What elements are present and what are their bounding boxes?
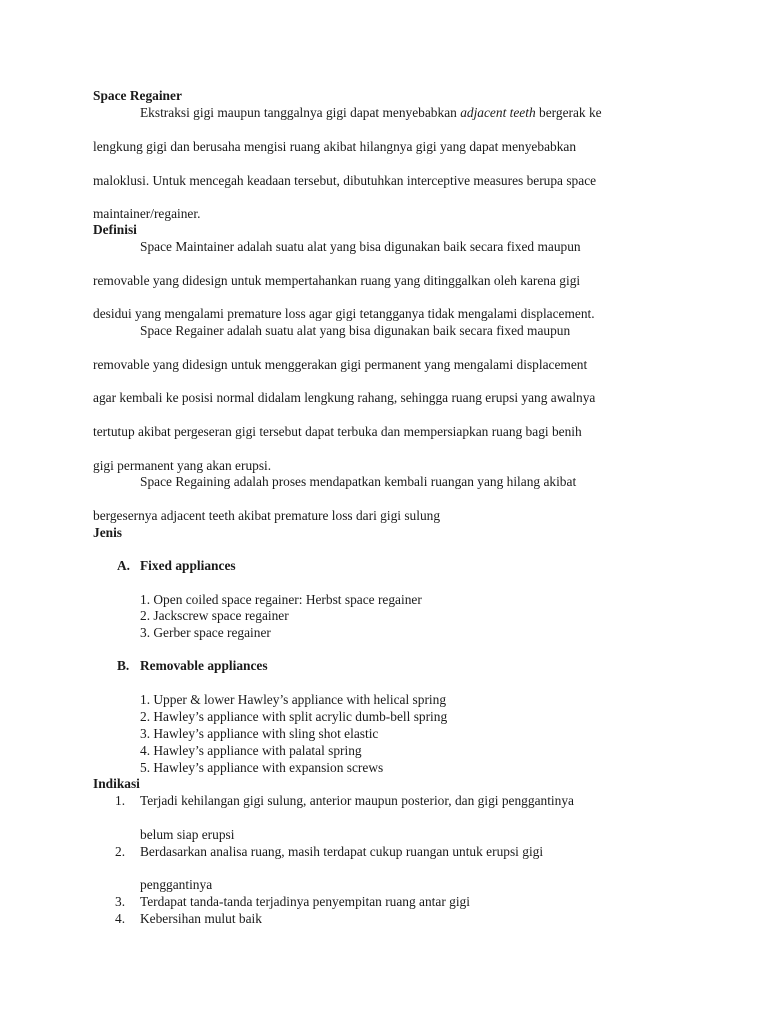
maintainer-line-3: desidui yang mengalami premature loss agar gigi tetangganya tidak mengalami displacement. [93, 306, 595, 321]
intro-line-1-end: bergerak ke [535, 105, 602, 120]
definisi-heading: Definisi [93, 222, 137, 237]
fixed-marker: A. [117, 558, 131, 573]
indikasi-number: 1. [115, 793, 126, 808]
indikasi-number: 3. [115, 894, 126, 909]
removable-item: 4. Hawley’s appliance with palatal spring [140, 743, 362, 758]
regainer-line-5: gigi permanent yang akan erupsi. [93, 458, 272, 473]
page-title: Space Regainer [93, 88, 182, 103]
fixed-item: 3. Gerber space regainer [140, 625, 271, 640]
intro-line-3: maloklusi. Untuk mencegah keadaan tersebut, dibutuhkan interceptive measures berupa space [93, 173, 597, 188]
removable-item: 5. Hawley’s appliance with expansion screws [140, 760, 384, 775]
regainer-line-1: Space Regainer adalah suatu alat yang bisa digunakan baik secara fixed maupun [140, 323, 571, 338]
indikasi-heading: Indikasi [93, 776, 140, 791]
maintainer-line-1: Space Maintainer adalah suatu alat yang bisa digunakan baik secara fixed maupun [140, 239, 581, 254]
regainer-line-4: tertutup akibat pergeseran gigi tersebut dapat terbuka dan mempersiapkan ruang bagi benih [93, 424, 582, 439]
indikasi-item-line: penggantinya [140, 877, 213, 892]
removable-item: 2. Hawley’s appliance with split acrylic dumb-bell spring [140, 709, 448, 724]
indikasi-item-line: Kebersihan mulut baik [140, 911, 262, 926]
regaining-line-1: Space Regaining adalah proses mendapatkan kembali ruangan yang hilang akibat [140, 474, 577, 489]
fixed-item: 2. Jackscrew space regainer [140, 608, 289, 623]
indikasi-number: 2. [115, 844, 126, 859]
intro-line-1 [140, 105, 602, 121]
fixed-item: 1. Open coiled space regainer: Herbst space regainer [140, 592, 422, 607]
removable-item: 1. Upper & lower Hawley’s appliance with helical spring [140, 692, 447, 707]
regainer-line-3: agar kembali ke posisi normal didalam lengkung rahang, sehingga ruang erupsi yang awalnya [93, 390, 596, 405]
fixed-appliances-heading: Fixed appliances [140, 558, 236, 573]
removable-appliances-heading: Removable appliances [140, 658, 268, 673]
intro-italic-term: adjacent teeth [460, 105, 536, 120]
intro-line-2: lengkung gigi dan berusaha mengisi ruang akibat hilangnya gigi yang dapat menyebabkan [93, 139, 577, 154]
indikasi-item-line: Terdapat tanda-tanda terjadinya penyempitan ruang antar gigi [140, 894, 470, 909]
regainer-line-2: removable yang didesign untuk menggerakan gigi permanent yang mengalami displacement [93, 357, 588, 372]
removable-item: 3. Hawley’s appliance with sling shot elastic [140, 726, 379, 741]
removable-marker: B. [117, 658, 130, 673]
maintainer-line-2: removable yang didesign untuk mempertahankan ruang yang ditinggalkan oleh karena gigi [93, 273, 581, 288]
indikasi-item-line: Berdasarkan analisa ruang, masih terdapat cukup ruangan untuk erupsi gigi [140, 844, 544, 859]
indikasi-item-line: belum siap erupsi [140, 827, 235, 842]
regaining-line-2: bergesernya adjacent teeth akibat premature loss dari gigi sulung [93, 508, 441, 523]
indikasi-item-line: Terjadi kehilangan gigi sulung, anterior maupun posterior, dan gigi penggantinya [140, 793, 574, 808]
intro-line-4: maintainer/regainer. [93, 206, 201, 221]
indikasi-number: 4. [115, 911, 126, 926]
intro-line-1-text: Ekstraksi gigi maupun tanggalnya gigi dapat menyebabkan [140, 105, 461, 120]
jenis-heading: Jenis [93, 525, 123, 540]
